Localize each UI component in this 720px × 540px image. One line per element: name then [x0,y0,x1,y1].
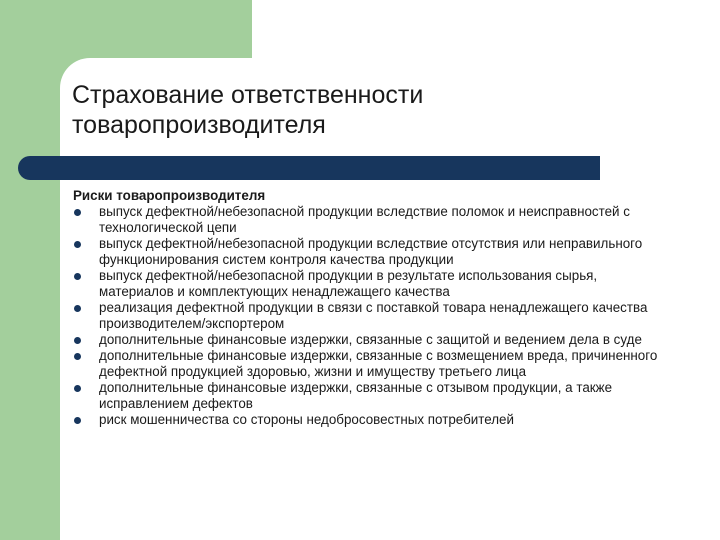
list-item [73,412,673,428]
list-item-text: дополнительные финансовые издержки, связанные с защитой и ведением дела в суде [99,332,642,347]
bullet-icon [74,353,81,360]
section-heading: Риски товаропроизводителя [73,188,266,203]
bullet-icon [74,305,81,312]
list-item [73,268,673,300]
bullet-icon [74,273,81,280]
list-item [73,348,673,380]
list-item-text: дополнительные финансовые издержки, связанные с возмещением вреда, причиненного дефектной продукцией здоровью, жизни и имуществу третьего лица [99,348,658,379]
list-item-text: реализация дефектной продукции в связи с поставкой товара ненадлежащего качества производителем/экспортером [99,300,648,331]
list-item [73,332,673,348]
slide-title: Страхование ответственности товаропроизводителя [72,81,424,139]
decorative-green-sidebar [0,0,60,540]
list-item [73,204,673,236]
list-item-text: риск мошенничества со стороны недобросовестных потребителей [99,412,514,427]
list-item-text: выпуск дефектной/небезопасной продукции в результате использования сырья, материалов и комплектующих ненадлежащего качества [99,268,598,299]
list-item [73,300,673,332]
list-item-text: выпуск дефектной/небезопасной продукции вследствие поломок и неисправностей с технологической цепи [99,204,630,235]
list-item [73,380,673,412]
list-item-text: дополнительные финансовые издержки, связанные с отзывом продукции, а также исправлением дефектов [99,380,613,411]
slide-body [73,188,673,428]
bullet-icon [74,337,81,344]
list-item [73,236,673,268]
bullet-icon [74,385,81,392]
list-item-text: выпуск дефектной/небезопасной продукции вследствие отсутствия или неправильного функционирования систем контроля качества продукции [99,236,643,267]
risk-list [73,204,673,428]
bullet-icon [74,417,81,424]
bullet-icon [74,209,81,216]
bullet-icon [74,241,81,248]
title-underline-bar [18,156,600,180]
